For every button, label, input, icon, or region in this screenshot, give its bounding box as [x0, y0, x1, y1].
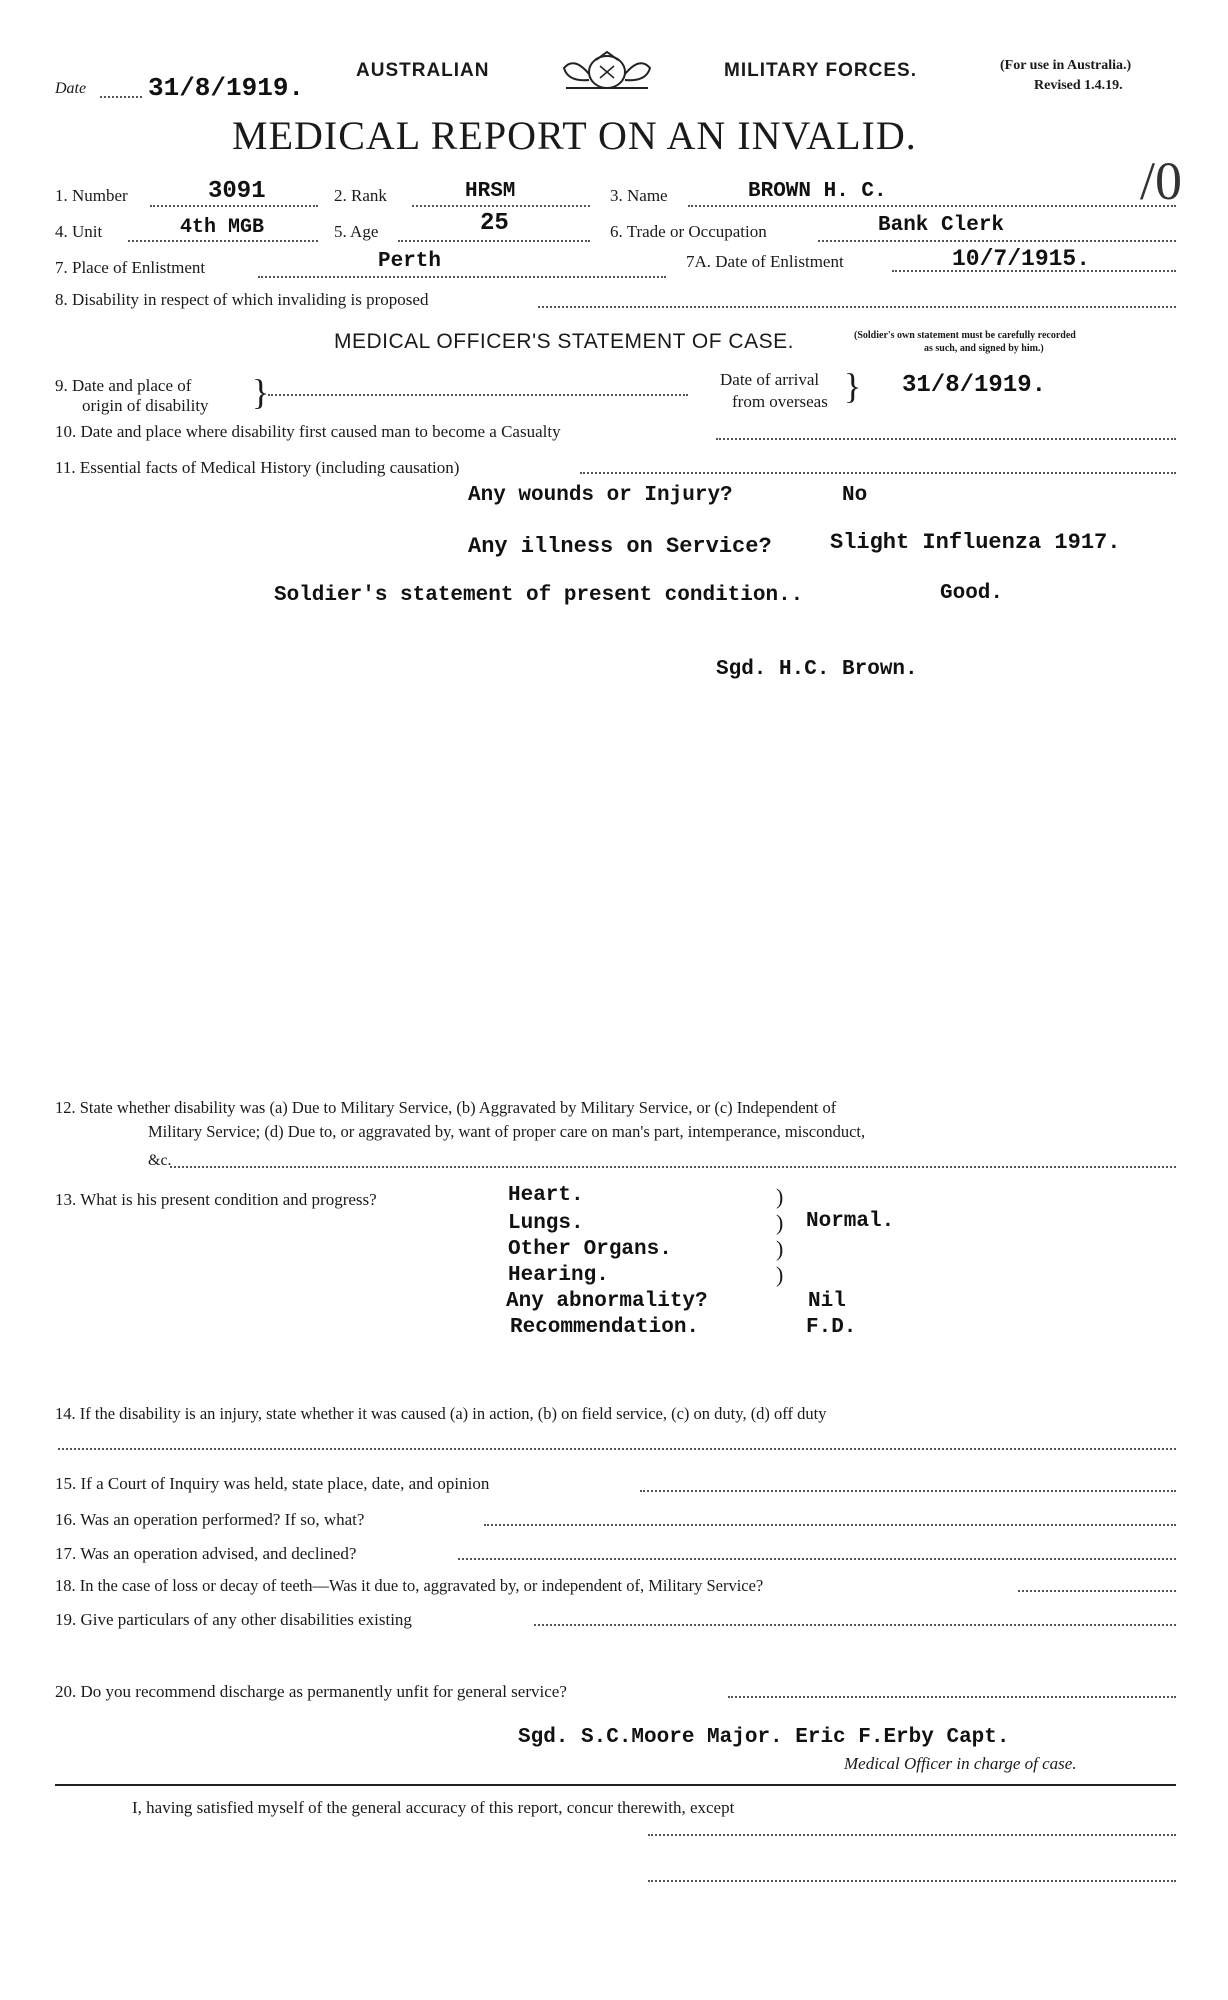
q12-line-3: &c.: [148, 1152, 172, 1169]
q13-normal: Normal.: [806, 1210, 895, 1233]
q10-label: 10. Date and place where disability first caused man to become a Casualty: [55, 422, 561, 441]
date-dots: [100, 96, 142, 98]
soldier-signature: Sgd. H.C. Brown.: [716, 658, 918, 681]
illness-question: Any illness on Service?: [468, 534, 772, 559]
place-enlist-dots: [258, 276, 666, 278]
place-enlist-value: Perth: [378, 250, 442, 273]
recommendation-answer: F.D.: [806, 1316, 857, 1339]
q16-dots: [484, 1524, 1176, 1526]
q13-brace-2: ): [776, 1210, 784, 1235]
q19-label: 19. Give particulars of any other disabilities existing: [55, 1610, 412, 1629]
arrival-brace: }: [844, 366, 862, 406]
revised-note: Revised 1.4.19.: [1034, 78, 1123, 93]
q19-dots: [534, 1624, 1176, 1626]
q11-label: 11. Essential facts of Medical History (including causation): [55, 458, 460, 477]
q10-dots: [716, 438, 1176, 440]
abnormality-question: Any abnormality?: [506, 1290, 708, 1313]
age-label: 5. Age: [334, 222, 379, 241]
disability-dots: [538, 306, 1176, 308]
number-value: 3091: [208, 178, 266, 205]
name-label: 3. Name: [610, 186, 668, 205]
officer-signatures: Sgd. S.C.Moore Major. Eric F.Erby Capt.: [518, 1726, 1010, 1749]
name-value: BROWN H. C.: [748, 180, 887, 203]
q14-label: 14. If the disability is an injury, state whether it was caused (a) in action, (b) on field service, (c) on duty, (d) off duty: [55, 1404, 827, 1423]
statement-note-1: (Soldier's own statement must be carefully recorded: [854, 330, 1076, 341]
rank-label: 2. Rank: [334, 186, 387, 205]
number-label: 1. Number: [55, 186, 128, 205]
q17-label: 17. Was an operation advised, and declined?: [55, 1544, 357, 1563]
disability-label: 8. Disability in respect of which invaliding is proposed: [55, 290, 429, 309]
rank-value: HRSM: [465, 180, 516, 203]
date-enlist-label: 7A. Date of Enlistment: [686, 252, 844, 271]
concur-text: I, having satisfied myself of the general accuracy of this report, concur therewith, except: [132, 1798, 735, 1817]
q9-label-2: origin of disability: [82, 396, 209, 415]
q13-brace-4: ): [776, 1262, 784, 1287]
q12-line-2: Military Service; (d) Due to, or aggravated by, want of proper care on man's part, intemperance, misconduct,: [148, 1122, 866, 1141]
unit-value: 4th MGB: [180, 216, 265, 239]
q13-item-lungs: Lungs.: [508, 1212, 584, 1235]
q13-item-hearing: Hearing.: [508, 1264, 609, 1287]
q17-dots: [458, 1558, 1176, 1560]
date-value: 31/8/1919.: [148, 73, 305, 103]
unit-dots: [128, 240, 318, 242]
page-title: MEDICAL REPORT ON AN INVALID.: [232, 113, 917, 158]
q9-brace: }: [252, 372, 270, 412]
age-value: 25: [480, 210, 509, 237]
q13-item-other-organs: Other Organs.: [508, 1238, 672, 1261]
q15-dots: [640, 1490, 1176, 1492]
trade-dots: [818, 240, 1176, 242]
concur-dots-1: [648, 1834, 1176, 1836]
q20-dots: [728, 1696, 1176, 1698]
coat-of-arms-icon: [556, 48, 658, 94]
q13-label: 13. What is his present condition and progress?: [55, 1190, 377, 1209]
q18-label: 18. In the case of loss or decay of teeth—Was it due to, aggravated by, or independent of, Military Service?: [55, 1576, 764, 1595]
condition-answer: Good.: [940, 582, 1004, 605]
q13-brace-3: ): [776, 1236, 784, 1261]
date-enlist-value: 10/7/1915.: [952, 246, 1091, 272]
q12-dots: [170, 1166, 1176, 1168]
q18-dots: [1018, 1590, 1176, 1592]
q11-dots: [580, 472, 1176, 474]
concur-dots-2: [648, 1880, 1176, 1882]
illness-answer: Slight Influenza 1917.: [830, 530, 1121, 555]
q15-label: 15. If a Court of Inquiry was held, state place, date, and opinion: [55, 1474, 490, 1493]
wounds-answer: No: [842, 484, 868, 507]
header-left-title: AUSTRALIAN: [356, 60, 490, 81]
q13-item-heart: Heart.: [508, 1184, 584, 1207]
arrival-value: 31/8/1919.: [902, 372, 1047, 399]
name-dots: [688, 205, 1176, 207]
q20-label: 20. Do you recommend discharge as permanently unfit for general service?: [55, 1682, 567, 1701]
number-dots: [150, 205, 318, 207]
place-enlist-label: 7. Place of Enlistment: [55, 258, 206, 277]
officer-caption: Medical Officer in charge of case.: [844, 1754, 1077, 1773]
rank-dots: [412, 205, 590, 207]
trade-label: 6. Trade or Occupation: [610, 222, 767, 241]
unit-label: 4. Unit: [55, 222, 103, 241]
q16-label: 16. Was an operation performed? If so, what?: [55, 1510, 365, 1529]
q13-brace-1: ): [776, 1184, 784, 1209]
margin-mark: /0: [1140, 151, 1183, 211]
trade-value: Bank Clerk: [878, 214, 1005, 237]
q12-line-1: 12. State whether disability was (a) Due to Military Service, (b) Aggravated by Military Service, or (c) Independent of: [55, 1098, 837, 1117]
wounds-question: Any wounds or Injury?: [468, 484, 733, 507]
q9-label-1: 9. Date and place of: [55, 376, 192, 395]
header-right-title: MILITARY FORCES.: [724, 60, 917, 81]
use-note: (For use in Australia.): [1000, 58, 1132, 73]
statement-note-2: as such, and signed by him.): [924, 343, 1044, 354]
arrival-label-2: from overseas: [732, 392, 828, 411]
date-label: Date: [55, 80, 87, 97]
q9-dots: [268, 394, 688, 396]
footer-rule: [55, 1784, 1176, 1786]
q14-dots: [58, 1448, 1176, 1450]
abnormality-answer: Nil: [808, 1290, 846, 1313]
recommendation-question: Recommendation.: [510, 1316, 700, 1339]
statement-title: MEDICAL OFFICER'S STATEMENT OF CASE.: [334, 330, 794, 353]
condition-question: Soldier's statement of present condition..: [274, 584, 804, 607]
age-dots: [398, 240, 590, 242]
arrival-label-1: Date of arrival: [720, 370, 820, 389]
